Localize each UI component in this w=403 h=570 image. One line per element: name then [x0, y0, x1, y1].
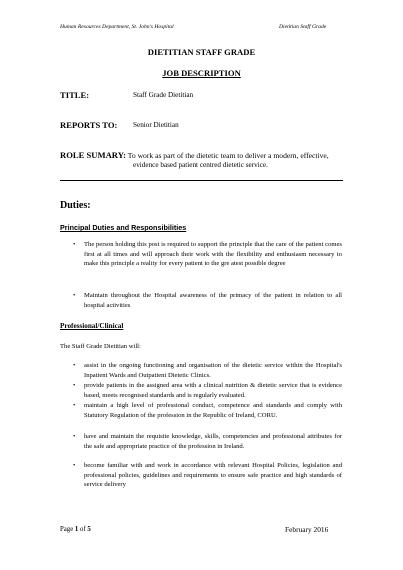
reports-to-value: Senior Dietitian [133, 121, 179, 129]
page-number: Page 1 of 5 [60, 526, 91, 533]
footer-date: February 2016 [285, 525, 329, 534]
role-summary-label: ROLE SUMARY: [60, 150, 126, 160]
clinical-item-1: assist in the ongoing functioning and organisation of the dietetic service within the Hospital's Inpatient Wards and Outpatient Dietetic Clinics. [84, 362, 342, 379]
clinical-intro: The Staff Grade Dietitian will: [60, 343, 141, 350]
bullet-icon: • [73, 241, 76, 248]
duties-heading: Duties: [60, 200, 91, 211]
role-summary-line2: evidence based patient centred dietetic service. [133, 161, 268, 169]
reports-to-label: REPORTS TO: [60, 120, 118, 130]
clinical-item-3: maintain a high level of professional conduct, competence and standards and comply with Statutory Regulation of the profession in the Republic of Ireland, CORU. [84, 402, 342, 419]
bullet-icon: • [73, 462, 76, 469]
role-summary-line1: To work as part of the dietetic team to deliver a modern, effective, [127, 151, 329, 160]
document-subtitle: JOB DESCRIPTION [162, 68, 241, 78]
clinical-heading: Professional/Clinical [60, 322, 124, 330]
principal-item-1: The person holding this post is required to support the principle that the care of the patient comes first at all times and will approach their work with the flexibility and enthusiasm necessary to make this principle a reality for every patient to the gre atest possible degree [84, 241, 342, 268]
document-title: DIETITIAN STAFF GRADE [147, 47, 256, 57]
running-header-right: Dietitian Staff Grade [279, 24, 327, 30]
title-label: TITLE: [60, 90, 90, 100]
bullet-icon: • [73, 402, 76, 409]
principal-item-2: Maintain throughout the Hospital awareness of the primacy of the patient in relation to all hospital activities [84, 292, 342, 309]
section-divider [60, 180, 343, 181]
title-value: Staff Grade Dietitian [133, 91, 194, 99]
running-header-left: Human Resources Department, St. John's Hospital [60, 24, 174, 30]
principal-duties-heading: Principal Duties and Responsibilities [60, 223, 187, 232]
bullet-icon: • [73, 382, 76, 389]
clinical-item-5: become familiar with and work in accordance with relevant Hospital Policies, legislation and professional policies, guidelines and requirements to ensure safe practice and high standards of service delivery [84, 462, 342, 489]
clinical-item-2: provide patients in the assigned area with a clinical nutrition & dietetic service that is evidence based, meets recognised standards and is regularly evaluated. [84, 382, 342, 399]
role-summary [60, 150, 329, 160]
bullet-icon: • [73, 292, 76, 299]
clinical-item-4: have and maintain the requisite knowledge, skills, competencies and professional attributes for the safe and appropriate practice of the profession in Ireland. [84, 433, 342, 450]
bullet-icon: • [73, 362, 76, 369]
bullet-icon: • [73, 433, 76, 440]
